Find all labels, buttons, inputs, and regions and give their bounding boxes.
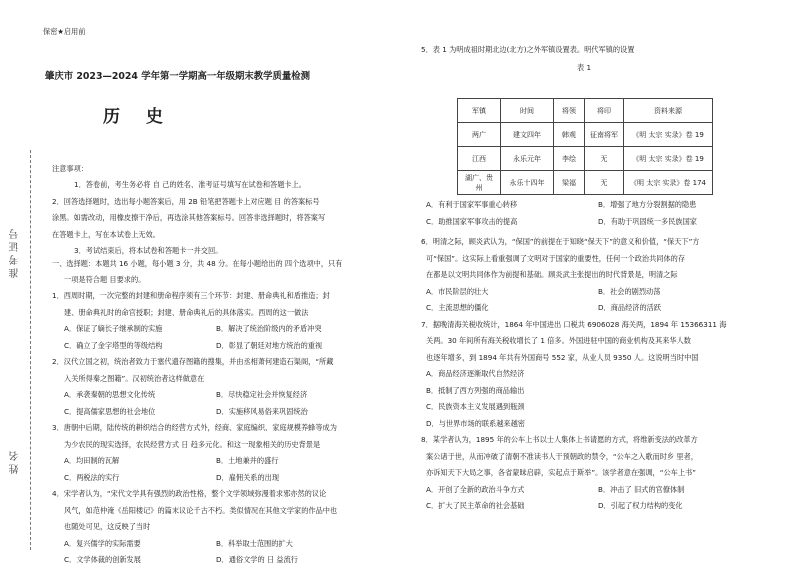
table-cell: 建文四年 <box>501 123 554 147</box>
table-cell: 江西 <box>458 147 501 171</box>
table-cell: 李绘 <box>554 147 585 171</box>
option: C．扩大了民主革命的社会基础 <box>426 501 525 510</box>
binding-line <box>30 150 31 550</box>
option: B．科举取士范围的扩大 <box>216 538 293 548</box>
table-cell: 《明 太宗 实录》卷 174 <box>624 171 713 195</box>
option: D．通俗文学的 日 益流行 <box>216 555 298 564</box>
question-stem-line: 关两。30 年间所有海关税收增长了 1 倍多。外国进驻中国的商业机构及其来华人数 <box>426 336 691 345</box>
q5-stem: 5．表 1 为明成祖时期北边(北方)之外军镇设置表。明代军镇的设置 <box>421 45 635 54</box>
table-header: 军镇 <box>458 99 501 123</box>
notice-heading: 注意事项： <box>52 164 88 173</box>
notice-line: 在答题卡上，写在本试卷上无效。 <box>52 229 160 239</box>
table-row <box>458 147 713 171</box>
question-stem-line: 8．某学者认为，1895 年的公车上书以士人集体上书请愿的方式，将维新变法的改革方 <box>421 435 698 444</box>
question-stem-line: 入关所得秦之图籍”。汉初统治者这样做意在 <box>64 373 205 383</box>
option: A．有利于国家军事重心转移 <box>426 200 518 209</box>
table-cell: 无 <box>585 171 624 195</box>
table-row <box>458 171 713 195</box>
table-header: 将领 <box>554 99 585 123</box>
table-cell: 《明 太宗 实录》卷 19 <box>624 123 713 147</box>
option: D．商品经济的活跃 <box>598 303 662 312</box>
option: A．均田制的瓦解 <box>64 456 120 465</box>
option: D．实施移风易俗来巩固统治 <box>216 406 308 416</box>
option: C．民族资本主义发展遇到瓶颈 <box>426 402 525 411</box>
question-stem-line: 案公诸于世，从而冲破了清朝不准读书人干预朝政的禁令，“公车之入歌而时乡 里者， <box>426 451 698 461</box>
question-stem-line: 3．唐朝中后期，陆传统的耕织结合的经营方式外，经商、家庭编织、家庭规模养蜂等成为 <box>52 423 337 432</box>
section-line: 一、选择题：本题共 16 小题，每小题 3 分，共 48 分。在每小题给出的 四个选项中，只有 <box>52 259 343 268</box>
question-stem-line: 6．明清之际，顾炎武认为，“保国”的前提在于知晓“保天下”的意义和价值，“保天下”方 <box>421 237 700 246</box>
table-cell: 无 <box>585 147 624 171</box>
question-stem-line: 建、册命典礼时的命官授职；封建、册命典礼后的具体落实。西周的这一做法 <box>64 307 309 317</box>
table-cell: 韩观 <box>554 123 585 147</box>
question-stem-line: 也随处可见，这反映了当时 <box>64 522 151 531</box>
table-cell: 《明 太宗 实录》卷 19 <box>624 147 713 171</box>
option: C．文学体裁的创新发展 <box>64 555 141 564</box>
option: D．与世界市场的联系越来越密 <box>426 418 525 428</box>
question-stem-line: 4．宋学者认为，“宋代文学具有强烈的政治性格，整个文学领域弥漫着求邪亦然的议论 <box>52 489 327 498</box>
table-cell: 永乐十四年 <box>501 171 554 195</box>
section-line: 一项是符合题 目要求的。 <box>64 275 146 284</box>
question-stem-line: 为少农民的现实选择，农民经营方式 日 趋多元化。和这一现象相关的历史背景是 <box>64 439 321 449</box>
notice-line: 涂黑。如需改动，用橡皮擦干净后，再选涂其他答案标号。回答非选择题时，将答案写 <box>52 213 326 222</box>
table-header: 将印 <box>585 99 624 123</box>
option: C．确立了金字塔型的等级结构 <box>64 340 163 350</box>
option: C．提高儒家思想的社会地位 <box>64 406 156 416</box>
option: A．承袭秦朝的思想文化传统 <box>64 390 156 399</box>
option: D．有助于巩固统一多民族国家 <box>598 217 697 226</box>
option: D．引起了权力结构的变化 <box>598 501 683 510</box>
subject-title: 历 史 <box>103 107 173 127</box>
option: B．增强了地方分裂割据的隐患 <box>598 200 697 209</box>
option: B．尽快稳定社会并恢复经济 <box>216 390 308 399</box>
option: D．彰显了朝廷对地方统治的重视 <box>216 340 323 350</box>
question-stem-line: 可“保国”。这实际上看重强调了文明对于国家的重要性，任何一个政治共同体的存 <box>426 253 686 263</box>
candidate-id-label: 准考证号 <box>10 226 21 278</box>
option: A．商品经济逐渐取代自然经济 <box>426 369 525 378</box>
option: A．保证了嫡长子继承制的实施 <box>64 324 163 333</box>
name-label: 姓名 <box>10 448 21 474</box>
table-cell: 征南将军 <box>585 123 624 147</box>
option: D．雇佣关系的出现 <box>216 472 280 482</box>
option: B．冲击了 旧式的官僚体制 <box>598 484 685 494</box>
table-cell: 湖广、贵州 <box>458 171 501 195</box>
question-stem-line: 2．汉代立国之初，统治者致力于塞代遗存图籍的搜集，并由丞相萧何建造石渠阁，“所藏 <box>52 357 334 366</box>
option: B．土地兼并的盛行 <box>216 456 279 465</box>
option: C．助推国家军事攻击的提高 <box>426 217 518 226</box>
question-stem-line: 亦诉知天下大局之事，各省蒙昧启辟，实起点于斯举”。该学者意在强调，“公车上书” <box>426 468 696 477</box>
notice-line: 2．回答选择题时，选出每小题答案后，用 2B 铅笔把答题卡上对应题 目 的答案标号 <box>52 196 320 206</box>
option: C．两税法的实行 <box>64 472 120 482</box>
table-header: 资料来源 <box>624 99 713 123</box>
question-stem-line: 1．西周时期，一次完整的封建和册命程序须有三个环节：封建、册命典礼和盾推造；封 <box>52 291 330 300</box>
table-header: 时间 <box>501 99 554 123</box>
notice-line: 3．考试结束后，将本试卷和答题卡一并交回。 <box>74 246 223 255</box>
table-header-row <box>458 99 713 123</box>
table-row <box>458 123 713 147</box>
question-stem-line: 风气，如范仲淹《岳阳楼记》的篇末议论千古不朽。类似情况在其他文学家的作品中也 <box>64 505 338 515</box>
question-stem-line: 7．据晚清海关税收统计，1864 年中国进出 口税共 6906028 海关两，1894 年 15366311 海 <box>421 319 727 329</box>
exam-title: 肇庆市 2023—2024 学年第一学期高一年级期末教学质量检测 <box>45 71 310 82</box>
option: B．社会的剧烈动荡 <box>598 286 661 296</box>
question-stem-line: 在都是以文明共同体作为前提和基础。顾炎武主张提出的时代背景是，明清之际 <box>426 270 678 279</box>
option: B．解决了统治阶级内的矛盾冲突 <box>216 324 322 333</box>
notice-line: 1．答卷前，考生务必将 自 己的姓名、准考证号填写在试卷和答题卡上。 <box>74 180 306 189</box>
garrison-table <box>457 98 713 195</box>
option: B．抵制了西方列强的商品输出 <box>426 385 525 395</box>
table-cell: 永乐元年 <box>501 147 554 171</box>
table-caption: 表 1 <box>577 63 592 72</box>
option: A．开创了全新的政治斗争方式 <box>426 484 525 494</box>
question-stem-line: 也逐年增多，到 1894 年共有外国商号 552 家，从业人员 9350 人。这说明当时中国 <box>426 352 699 362</box>
option: C．主流思想的僵化 <box>426 303 489 312</box>
option: A．市民阶层的壮大 <box>426 286 489 296</box>
table-cell: 两广 <box>458 123 501 147</box>
table-cell: 梁福 <box>554 171 585 195</box>
option: A．复兴儒学的实际需要 <box>64 538 141 548</box>
secret-mark: 保密★启用前 <box>43 27 86 36</box>
